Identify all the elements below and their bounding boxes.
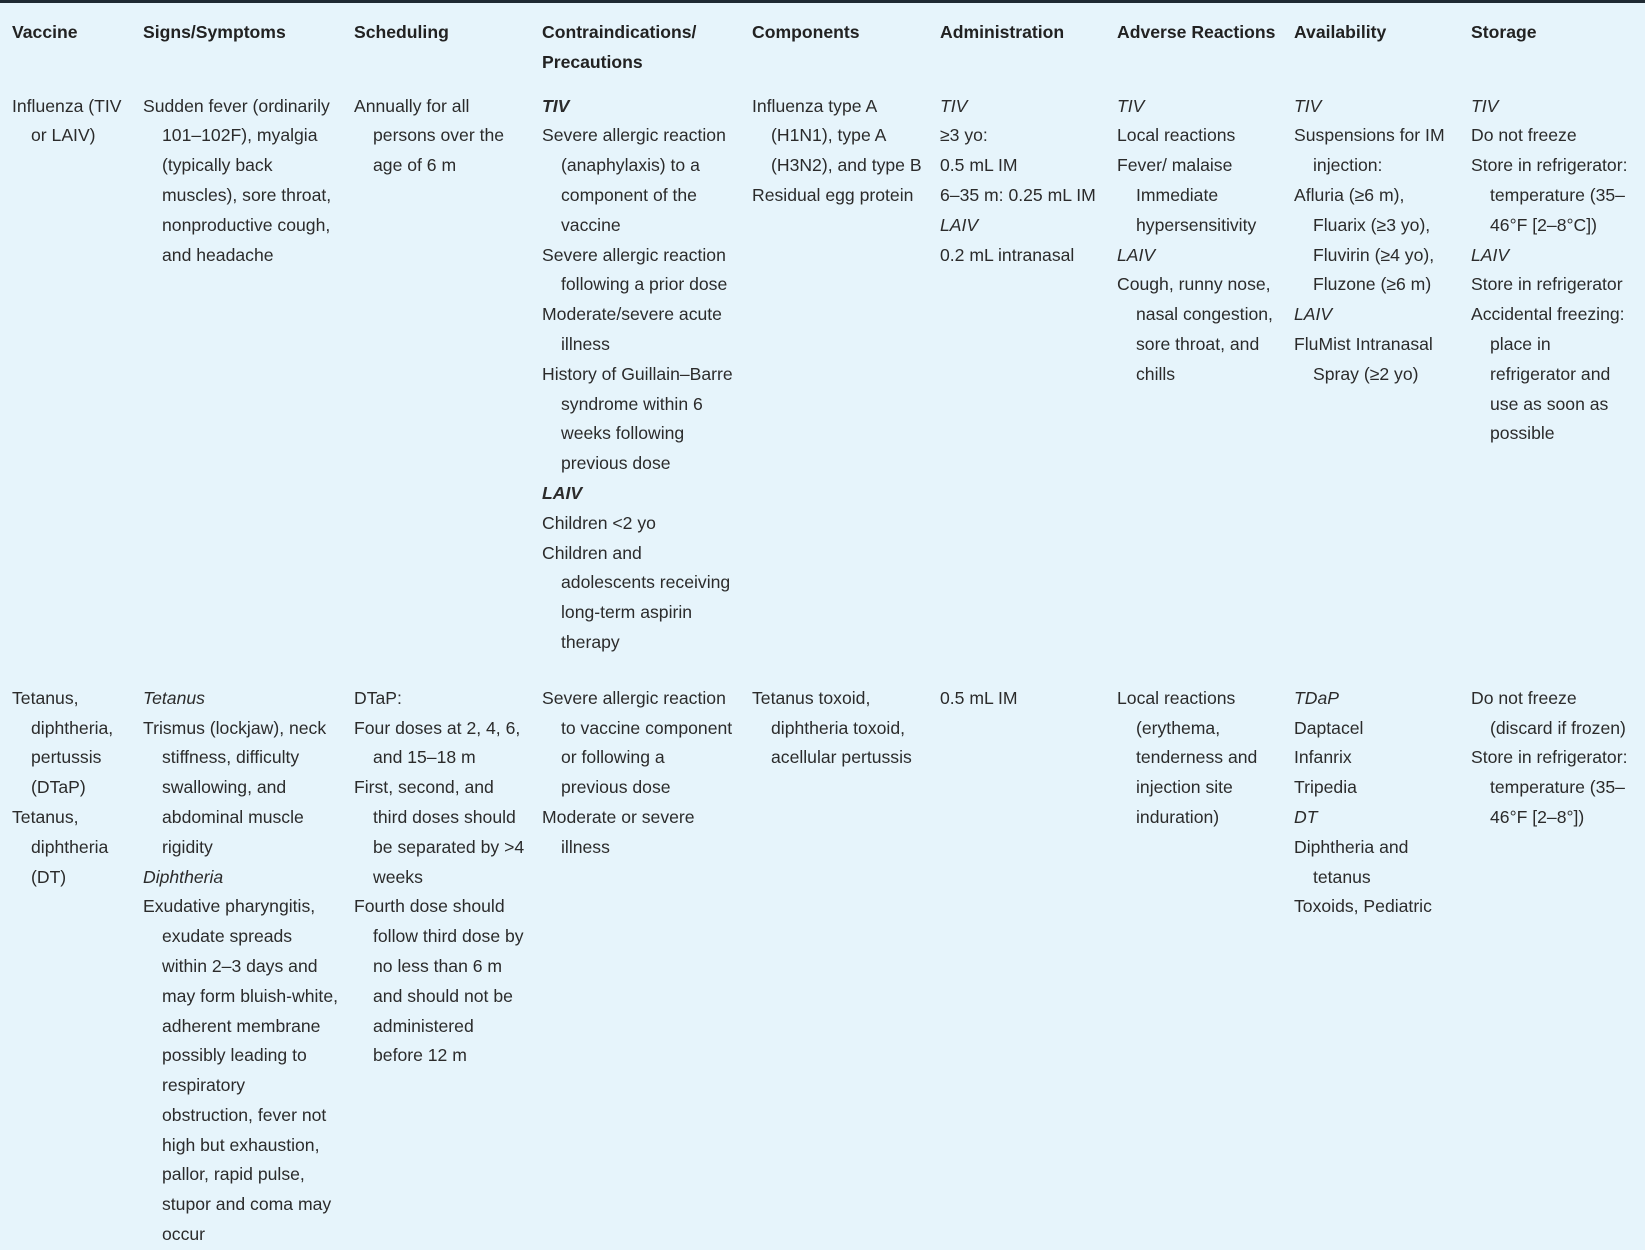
contra-item: Severe allergic reaction to vaccine component or following a previous dose bbox=[542, 687, 733, 798]
subheading-tetanus: Tetanus bbox=[143, 687, 205, 708]
contra-item: Severe allergic reaction (anaphylaxis) to a component of the vaccine bbox=[542, 125, 726, 235]
availability-item: FluMist Intranasal Spray (≥2 yo) bbox=[1294, 333, 1433, 384]
storage-item: Store in refrigerator: temperature (35–46°F [2–8°]) bbox=[1471, 747, 1628, 827]
cell-storage bbox=[1459, 92, 1645, 684]
admin-item: 6–35 m: 0.25 mL IM bbox=[940, 184, 1096, 205]
header-signs-symptoms: Signs/Symptoms bbox=[143, 22, 286, 42]
subheading-tiv: TIV bbox=[1471, 95, 1499, 116]
storage-item: Store in refrigerator bbox=[1471, 274, 1623, 295]
subheading-diphtheria: Diphtheria bbox=[143, 866, 224, 887]
header-components: Components bbox=[752, 22, 860, 42]
subheading-laiv: LAIV bbox=[1117, 244, 1156, 265]
contra-item: Children and adolescents receiving long-term aspirin therapy bbox=[542, 542, 731, 652]
admin-item: ≥3 yo: bbox=[940, 125, 988, 146]
vaccine-table bbox=[0, 18, 1645, 1250]
scheduling-item: Four doses at 2, 4, 6, and 15–18 m bbox=[354, 717, 521, 768]
component-item: Residual egg protein bbox=[752, 184, 914, 205]
contra-item: Moderate/severe acute illness bbox=[542, 304, 722, 354]
subheading-tiv: TIV bbox=[542, 95, 570, 116]
adverse-item: Cough, runny nose, nasal congestion, sore throat, and chills bbox=[1117, 274, 1273, 384]
adverse-item: Local reactions bbox=[1117, 125, 1236, 146]
component-item: Tetanus toxoid, diphtheria toxoid, acellular pertussis bbox=[752, 687, 912, 768]
scheduling-item: Fourth dose should follow third dose by no less than 6 m and should not be administered before 12 m bbox=[354, 896, 524, 1066]
availability-item: Daptacel bbox=[1294, 717, 1364, 738]
header-availability: Availability bbox=[1294, 22, 1387, 42]
cell-storage bbox=[1459, 684, 1645, 1250]
cell-contraindications bbox=[530, 684, 740, 1250]
cell-scheduling bbox=[342, 92, 530, 684]
storage-item: Store in refrigerator: temperature (35–46°F [2–8°C]) bbox=[1471, 155, 1628, 235]
header-adverse-reactions: Adverse Reactions bbox=[1117, 22, 1276, 42]
subheading-laiv: LAIV bbox=[542, 482, 583, 503]
header-vaccine: Vaccine bbox=[12, 22, 78, 42]
admin-item: 0.2 mL intranasal bbox=[940, 244, 1075, 265]
scheduling-item: First, second, and third doses should be separated by >4 weeks bbox=[354, 777, 525, 887]
cell-signs bbox=[131, 684, 342, 1250]
cell-scheduling bbox=[342, 684, 530, 1250]
cell-adverse-reactions bbox=[1105, 684, 1282, 1250]
table-row-influenza bbox=[0, 92, 1645, 684]
admin-item: 0.5 mL IM bbox=[940, 155, 1018, 176]
header-scheduling: Scheduling bbox=[354, 22, 449, 42]
subheading-tdap: TDaP bbox=[1294, 687, 1339, 708]
subheading-laiv: LAIV bbox=[1294, 304, 1333, 325]
contra-item: Moderate or severe illness bbox=[542, 806, 695, 857]
availability-item: Diphtheria and tetanus bbox=[1294, 836, 1409, 887]
cell-vaccine bbox=[0, 92, 131, 684]
cell-components bbox=[740, 684, 928, 1250]
vaccine-name: Tetanus, diphtheria, pertussis (DTaP) bbox=[12, 687, 114, 798]
contra-item: Severe allergic reaction following a prior dose bbox=[542, 244, 728, 295]
scheduling-text: Annually for all persons over the age of 6 m bbox=[354, 95, 505, 176]
table-row-tetanus-diphtheria bbox=[0, 684, 1645, 1250]
storage-item: Do not freeze bbox=[1471, 125, 1577, 146]
top-rule bbox=[0, 0, 1645, 3]
cell-contraindications bbox=[530, 92, 740, 684]
adverse-item: Local reactions (erythema, tenderness and injection site induration) bbox=[1117, 687, 1258, 827]
availability-item: Afluria (≥6 m), Fluarix (≥3 yo), Fluvirin (≥4 yo), Fluzone (≥6 m) bbox=[1294, 184, 1435, 295]
availability-item: Toxoids, Pediatric bbox=[1294, 896, 1432, 917]
component-item: Influenza type A (H1N1), type A (H3N2), and type B bbox=[752, 95, 922, 176]
scheduling-item: DTaP: bbox=[354, 687, 402, 708]
cell-adverse-reactions bbox=[1105, 92, 1282, 684]
contra-item: History of Guillain–Barre syndrome within 6 weeks following previous dose bbox=[542, 363, 733, 474]
cell-availability bbox=[1282, 684, 1459, 1250]
cell-components bbox=[740, 92, 928, 684]
vaccine-name: Tetanus, diphtheria (DT) bbox=[12, 806, 109, 887]
contra-item: Children <2 yo bbox=[542, 512, 656, 533]
subheading-tiv: TIV bbox=[940, 95, 968, 116]
header-administration: Administration bbox=[940, 22, 1065, 42]
subheading-tiv: TIV bbox=[1117, 95, 1145, 116]
signs-text: Exudative pharyngitis, exudate spreads within 2–3 days and may form bluish-white, adherent membrane possibly leading to respiratory obstruction, fever not high but exhaustion, pallor, rapid pulse, stupor and coma may occur bbox=[143, 896, 338, 1245]
availability-item: Infanrix bbox=[1294, 747, 1352, 768]
header-row bbox=[0, 18, 1645, 92]
signs-text: Sudden fever (ordinarily 101–102F), myalgia (typically back muscles), sore throat, nonproductive cough, and headache bbox=[143, 95, 332, 265]
adverse-item: Fever/ malaise Immediate hypersensitivity bbox=[1117, 155, 1257, 235]
availability-item: Tripedia bbox=[1294, 777, 1357, 798]
cell-administration bbox=[928, 92, 1105, 684]
subheading-laiv: LAIV bbox=[1471, 244, 1510, 265]
vaccine-name: Influenza (TIV or LAIV) bbox=[12, 95, 122, 146]
cell-vaccine bbox=[0, 684, 131, 1250]
header-contraindications: Contraindications/ Precautions bbox=[542, 22, 697, 72]
storage-item: Do not freeze (discard if frozen) bbox=[1471, 687, 1626, 738]
cell-administration bbox=[928, 684, 1105, 1250]
signs-text: Trismus (lockjaw), neck stiffness, difficulty swallowing, and abdominal muscle rigidity bbox=[143, 717, 327, 857]
subheading-tiv: TIV bbox=[1294, 95, 1322, 116]
subheading-laiv: LAIV bbox=[940, 214, 979, 235]
cell-signs bbox=[131, 92, 342, 684]
header-storage: Storage bbox=[1471, 22, 1537, 42]
storage-item: Accidental freezing: place in refrigerator and use as soon as possible bbox=[1471, 304, 1625, 444]
subheading-dt: DT bbox=[1294, 806, 1318, 827]
admin-item: 0.5 mL IM bbox=[940, 687, 1018, 708]
cell-availability bbox=[1282, 92, 1459, 684]
availability-item: Suspensions for IM injection: bbox=[1294, 125, 1445, 176]
